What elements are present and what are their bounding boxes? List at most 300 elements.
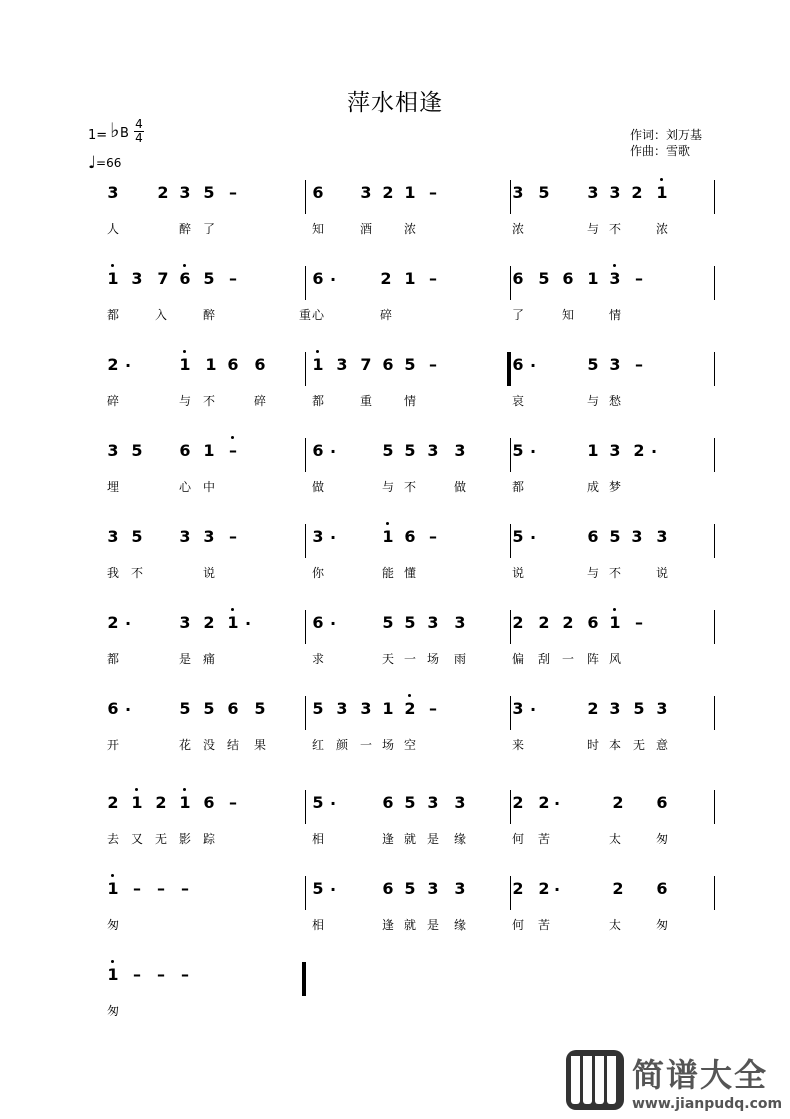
lyric-char: 情 xyxy=(609,308,622,322)
dash-extension: – xyxy=(157,965,165,984)
bar-line xyxy=(305,696,306,730)
note: 5 xyxy=(382,613,394,632)
note: 6 xyxy=(656,879,668,898)
bar-line xyxy=(510,790,511,824)
note: 3 xyxy=(427,441,439,460)
bar-line xyxy=(510,610,511,644)
note: 1 xyxy=(656,184,668,202)
lyric-char: 逢 xyxy=(382,918,395,932)
lyric-char: 情 xyxy=(404,394,417,408)
note: 3 xyxy=(360,699,372,718)
lyric-char: 缘 xyxy=(454,832,467,846)
time-signature xyxy=(134,118,144,145)
composer: 作曲：雪歌 xyxy=(630,144,691,158)
dash-extension: – xyxy=(429,355,437,374)
note: 3 xyxy=(609,183,621,202)
note: 6 xyxy=(312,269,324,288)
bar-line xyxy=(714,790,715,824)
note: 5 xyxy=(512,527,524,546)
lyrics-line xyxy=(0,1002,790,1022)
note: 3 xyxy=(131,269,143,288)
lyric-char: 匆 xyxy=(107,918,120,932)
lyric-char: 做 xyxy=(312,480,325,494)
note: 2 xyxy=(203,613,215,632)
bar-line xyxy=(305,610,306,644)
note: 3 xyxy=(512,183,524,202)
lyrics-line xyxy=(0,306,790,326)
lyric-char: 说 xyxy=(656,566,669,580)
note: 7 xyxy=(360,355,372,374)
note: 5 xyxy=(587,355,599,374)
bar-line xyxy=(510,352,511,386)
dash-extension: – xyxy=(635,355,643,374)
lyric-char: 苦 xyxy=(538,832,551,846)
augmentation-dot: · xyxy=(125,356,132,375)
augmentation-dot: · xyxy=(530,356,537,375)
note: 1 xyxy=(227,614,239,632)
note: 6 xyxy=(382,879,394,898)
lyrics-line xyxy=(0,220,790,240)
note: 6 xyxy=(404,527,416,546)
lyric-char: 碎 xyxy=(107,394,120,408)
bar-line xyxy=(510,266,511,300)
key-note: B xyxy=(120,126,129,141)
note: 3 xyxy=(427,879,439,898)
lyric-char: 偏 xyxy=(512,652,525,666)
bar-line xyxy=(305,438,306,472)
lyric-char: 又 xyxy=(131,832,144,846)
note: 5 xyxy=(312,793,324,812)
note: 1 xyxy=(107,966,119,984)
note: 2 xyxy=(538,879,550,898)
lyric-char: 空 xyxy=(404,738,417,752)
note: 1 xyxy=(404,269,416,288)
note: 5 xyxy=(203,699,215,718)
lyric-char: 说 xyxy=(512,566,525,580)
song-title: 萍水相逢 xyxy=(347,90,443,116)
lyric-char: 匆 xyxy=(656,832,669,846)
note: 2 xyxy=(382,183,394,202)
bar-line xyxy=(305,790,306,824)
note: 6 xyxy=(312,613,324,632)
note: 1 xyxy=(312,356,324,374)
bar-line xyxy=(714,352,715,386)
note: 3 xyxy=(609,270,621,288)
bar-line xyxy=(305,524,306,558)
lyric-char: 了 xyxy=(203,222,216,236)
augmentation-dot: · xyxy=(125,614,132,633)
lyric-char: 太 xyxy=(609,918,622,932)
quarter-note-icon: ♩ xyxy=(88,153,97,173)
lyrics-line xyxy=(0,916,790,936)
note: 2 xyxy=(107,613,119,632)
note: 6 xyxy=(179,441,191,460)
note: 5 xyxy=(254,699,266,718)
note: 3 xyxy=(454,793,466,812)
bar-line xyxy=(305,962,306,996)
note: 2 xyxy=(512,613,524,632)
lyric-char: 醉 xyxy=(203,308,216,322)
augmentation-dot: · xyxy=(330,794,337,813)
bar-line xyxy=(510,876,511,910)
lyric-char: 与 xyxy=(587,394,600,408)
augmentation-dot: · xyxy=(330,528,337,547)
lyric-char: 知 xyxy=(562,308,575,322)
dash-extension: – xyxy=(229,527,237,546)
lyric-char: 不 xyxy=(609,222,622,236)
note: 5 xyxy=(382,441,394,460)
note: 3 xyxy=(609,441,621,460)
bar-line xyxy=(510,696,511,730)
augmentation-dot: · xyxy=(330,270,337,289)
notes-line xyxy=(0,524,790,554)
lyric-char: 逢 xyxy=(382,832,395,846)
lyric-char: 何 xyxy=(512,918,525,932)
lyric-char: 都 xyxy=(312,394,325,408)
note: 6 xyxy=(382,793,394,812)
lyrics-line xyxy=(0,392,790,412)
lyrics-line xyxy=(0,736,790,756)
lyric-char: 梦 xyxy=(609,480,622,494)
dash-extension: – xyxy=(157,879,165,898)
lyric-char: 与 xyxy=(179,394,192,408)
note: 3 xyxy=(107,441,119,460)
lyric-char: 人 xyxy=(107,222,120,236)
logo-text: 简谱大全 xyxy=(632,1056,769,1094)
lyric-char: 浓 xyxy=(512,222,525,236)
note: 3 xyxy=(336,699,348,718)
lyric-char: 红 xyxy=(312,738,325,752)
time-signature-top: 4 xyxy=(135,117,143,131)
bar-line xyxy=(714,438,715,472)
augmentation-dot: · xyxy=(330,880,337,899)
lyrics-line xyxy=(0,564,790,584)
lyric-char: 心 xyxy=(179,480,192,494)
note: 3 xyxy=(609,699,621,718)
note: 5 xyxy=(312,879,324,898)
lyric-char: 不 xyxy=(203,394,216,408)
note: 3 xyxy=(427,793,439,812)
note: 6 xyxy=(587,527,599,546)
lyric-char: 没 xyxy=(203,738,216,752)
dash-extension: – xyxy=(133,965,141,984)
note: 6 xyxy=(254,355,266,374)
bar-line xyxy=(714,266,715,300)
lyric-char: 都 xyxy=(512,480,525,494)
note: 3 xyxy=(336,355,348,374)
lyric-char: 就 xyxy=(404,918,417,932)
lyric-char: 与 xyxy=(587,222,600,236)
note: 5 xyxy=(609,527,621,546)
notes-line xyxy=(0,266,790,296)
note: 6 xyxy=(179,270,191,288)
lyric-char: 一 xyxy=(360,738,373,752)
lyric-char: 来 xyxy=(512,738,525,752)
note: 5 xyxy=(538,269,550,288)
note: 1 xyxy=(179,356,191,374)
lyric-char: 醉 xyxy=(179,222,192,236)
note: 6 xyxy=(512,269,524,288)
note: 3 xyxy=(512,699,524,718)
lyric-char: 哀 xyxy=(512,394,525,408)
augmentation-dot: · xyxy=(330,442,337,461)
lyric-char: 踪 xyxy=(203,832,216,846)
note: 5 xyxy=(203,269,215,288)
dash-extension: – xyxy=(635,613,643,632)
note: 3 xyxy=(179,613,191,632)
note: 3 xyxy=(656,527,668,546)
tempo-value: =66 xyxy=(96,156,122,170)
lyric-char: 你 xyxy=(312,566,325,580)
augmentation-dot: · xyxy=(530,528,537,547)
lyric-char: 雨 xyxy=(454,652,467,666)
dash-extension: – xyxy=(229,793,237,812)
note: 2 xyxy=(538,613,550,632)
notes-line xyxy=(0,962,790,992)
notes-line xyxy=(0,180,790,210)
lyric-char: 本 xyxy=(609,738,622,752)
dash-extension: – xyxy=(229,269,237,288)
note: 6 xyxy=(382,355,394,374)
note: 5 xyxy=(179,699,191,718)
lyric-char: 苦 xyxy=(538,918,551,932)
note: 3 xyxy=(427,613,439,632)
lyric-char: 重 xyxy=(299,308,312,322)
bar-line xyxy=(305,180,306,214)
augmentation-dot: · xyxy=(245,614,252,633)
bar-line xyxy=(714,180,715,214)
note: 6 xyxy=(587,613,599,632)
lyrics-line xyxy=(0,830,790,850)
note: 1 xyxy=(587,441,599,460)
dash-extension: – xyxy=(429,183,437,202)
bar-line xyxy=(510,180,511,214)
lyric-char: 入 xyxy=(155,308,168,322)
lyric-char: 碎 xyxy=(380,308,393,322)
dash-extension: – xyxy=(227,442,239,460)
note: 6 xyxy=(227,355,239,374)
bar-line xyxy=(305,876,306,910)
lyric-char: 无 xyxy=(155,832,168,846)
note: 2 xyxy=(633,441,645,460)
note: 2 xyxy=(612,879,624,898)
note: 6 xyxy=(512,355,524,374)
lyric-char: 太 xyxy=(609,832,622,846)
note: 2 xyxy=(587,699,599,718)
lyricist: 作词：刘万基 xyxy=(630,128,703,142)
dash-extension: – xyxy=(635,269,643,288)
bar-line xyxy=(305,266,306,300)
note: 2 xyxy=(404,700,416,718)
note: 3 xyxy=(107,527,119,546)
lyric-char: 与 xyxy=(382,480,395,494)
dash-extension: – xyxy=(181,879,189,898)
lyric-char: 相 xyxy=(312,918,325,932)
lyric-char: 愁 xyxy=(609,394,622,408)
note: 3 xyxy=(203,527,215,546)
note: 5 xyxy=(203,183,215,202)
note: 1 xyxy=(107,270,119,288)
note: 3 xyxy=(656,699,668,718)
note: 2 xyxy=(107,355,119,374)
credits xyxy=(630,127,702,159)
lyric-char: 天 xyxy=(382,652,395,666)
lyric-char: 是 xyxy=(427,918,440,932)
lyric-char: 一 xyxy=(404,652,417,666)
note: 3 xyxy=(454,441,466,460)
key-prefix: 1= xyxy=(88,128,108,143)
lyric-char: 痛 xyxy=(203,652,216,666)
lyric-char: 缘 xyxy=(454,918,467,932)
note: 2 xyxy=(380,269,392,288)
note: 2 xyxy=(107,793,119,812)
note: 1 xyxy=(587,269,599,288)
note: 5 xyxy=(512,441,524,460)
note: 2 xyxy=(155,793,167,812)
note: 5 xyxy=(404,613,416,632)
note: 5 xyxy=(633,699,645,718)
lyric-char: 就 xyxy=(404,832,417,846)
note: 5 xyxy=(404,879,416,898)
lyric-char: 求 xyxy=(312,652,325,666)
note: 3 xyxy=(107,183,119,202)
lyric-char: 都 xyxy=(107,308,120,322)
time-signature-bottom: 4 xyxy=(135,131,143,145)
lyric-char: 一 xyxy=(562,652,575,666)
lyric-char: 意 xyxy=(656,738,669,752)
note: 6 xyxy=(227,699,239,718)
note: 3 xyxy=(631,527,643,546)
lyric-char: 了 xyxy=(512,308,525,322)
lyric-char: 去 xyxy=(107,832,120,846)
augmentation-dot: · xyxy=(125,700,132,719)
bar-line xyxy=(305,352,306,386)
note: 1 xyxy=(404,183,416,202)
lyric-char: 埋 xyxy=(107,480,120,494)
lyric-char: 何 xyxy=(512,832,525,846)
note: 5 xyxy=(404,355,416,374)
lyric-char: 不 xyxy=(404,480,417,494)
lyric-char: 匆 xyxy=(656,918,669,932)
lyric-char: 结 xyxy=(227,738,240,752)
notes-line xyxy=(0,610,790,640)
lyric-char: 酒 xyxy=(360,222,373,236)
dash-extension: – xyxy=(181,965,189,984)
note: 6 xyxy=(562,269,574,288)
augmentation-dot: · xyxy=(554,794,561,813)
note: 1 xyxy=(382,699,394,718)
note: 1 xyxy=(205,355,217,374)
lyric-char: 不 xyxy=(131,566,144,580)
lyric-char: 我 xyxy=(107,566,120,580)
site-logo xyxy=(566,1050,790,1119)
bar-line xyxy=(714,696,715,730)
lyric-char: 碎 xyxy=(254,394,267,408)
dash-extension: – xyxy=(133,879,141,898)
note: 2 xyxy=(538,793,550,812)
note: 6 xyxy=(656,793,668,812)
lyric-char: 阵 xyxy=(587,652,600,666)
lyric-char: 果 xyxy=(254,738,267,752)
lyric-char: 说 xyxy=(203,566,216,580)
lyric-char: 花 xyxy=(179,738,192,752)
note: 1 xyxy=(203,441,215,460)
final-bar-line xyxy=(302,962,305,996)
note: 3 xyxy=(454,879,466,898)
lyric-char: 开 xyxy=(107,738,120,752)
notes-line xyxy=(0,438,790,468)
note: 5 xyxy=(538,183,550,202)
lyric-char: 匆 xyxy=(107,1004,120,1018)
note: 5 xyxy=(131,527,143,546)
lyric-char: 是 xyxy=(427,832,440,846)
note: 5 xyxy=(312,699,324,718)
lyric-char: 知 xyxy=(312,222,325,236)
logo-url: www.jianpudq.com xyxy=(632,1096,783,1112)
lyric-char: 重 xyxy=(360,394,373,408)
note: 2 xyxy=(512,793,524,812)
lyric-char: 场 xyxy=(427,652,440,666)
tempo-marking xyxy=(88,152,121,172)
note: 2 xyxy=(562,613,574,632)
bar-line xyxy=(510,524,511,558)
lyric-char: 无 xyxy=(633,738,646,752)
note: 3 xyxy=(360,183,372,202)
augmentation-dot: · xyxy=(330,614,337,633)
note: 5 xyxy=(131,441,143,460)
note: 3 xyxy=(179,183,191,202)
note: 6 xyxy=(312,441,324,460)
lyric-char: 时 xyxy=(587,738,600,752)
lyrics-line xyxy=(0,478,790,498)
lyric-char: 中 xyxy=(203,480,216,494)
note: 6 xyxy=(203,793,215,812)
augmentation-dot: · xyxy=(651,442,658,461)
lyric-char: 风 xyxy=(609,652,622,666)
note: 3 xyxy=(454,613,466,632)
note: 3 xyxy=(179,527,191,546)
bar-line xyxy=(714,524,715,558)
lyric-char: 刮 xyxy=(538,652,551,666)
flat-sign: ♭ xyxy=(110,118,120,142)
lyric-char: 做 xyxy=(454,480,467,494)
note: 6 xyxy=(312,183,324,202)
notes-line xyxy=(0,876,790,906)
note: 2 xyxy=(631,183,643,202)
dash-extension: – xyxy=(429,527,437,546)
notes-line xyxy=(0,352,790,382)
augmentation-dot: · xyxy=(530,700,537,719)
lyric-char: 能 xyxy=(382,566,395,580)
note: 1 xyxy=(131,794,143,812)
lyric-char: 懂 xyxy=(404,566,417,580)
dash-extension: – xyxy=(429,269,437,288)
note: 7 xyxy=(157,269,169,288)
note: 5 xyxy=(404,441,416,460)
lyric-char: 相 xyxy=(312,832,325,846)
note: 2 xyxy=(612,793,624,812)
lyric-char: 与 xyxy=(587,566,600,580)
note: 1 xyxy=(609,614,621,632)
lyric-char: 颜 xyxy=(336,738,349,752)
lyric-char: 场 xyxy=(382,738,395,752)
augmentation-dot: · xyxy=(554,880,561,899)
note: 2 xyxy=(157,183,169,202)
lyric-char: 不 xyxy=(609,566,622,580)
lyric-char: 浓 xyxy=(656,222,669,236)
piano-icon xyxy=(566,1050,624,1110)
note: 6 xyxy=(107,699,119,718)
